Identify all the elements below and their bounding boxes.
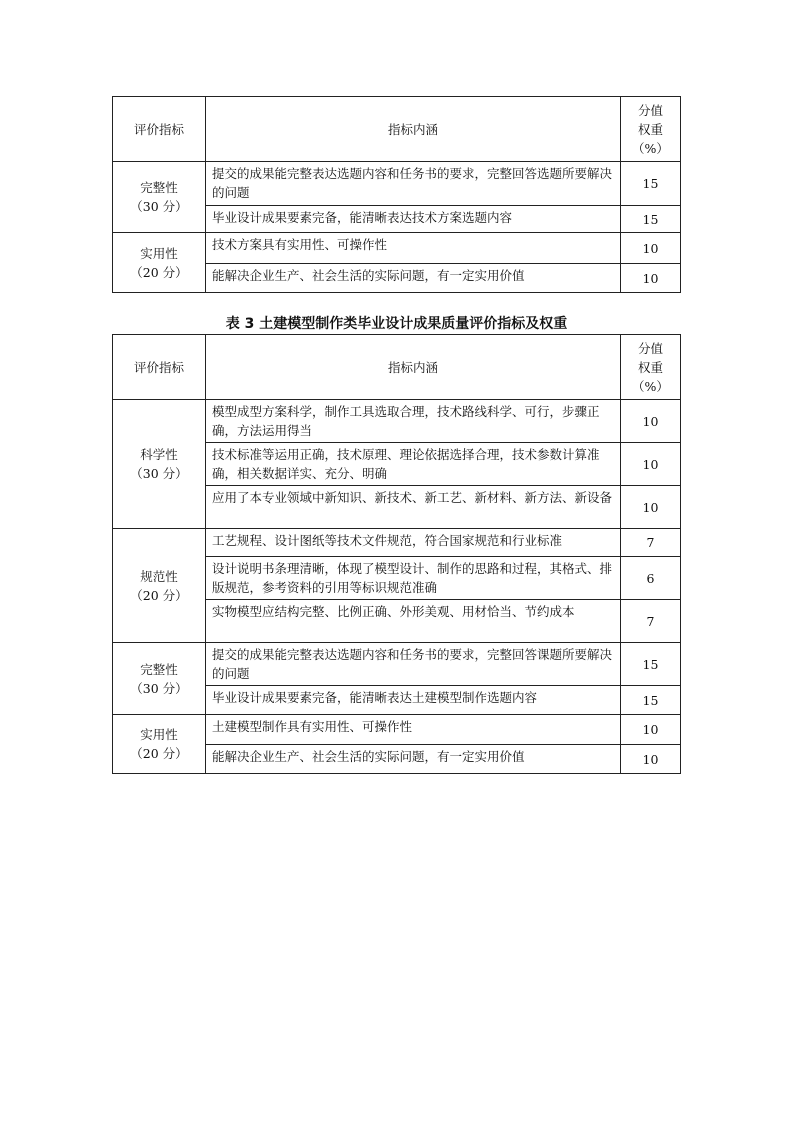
header-weight-line2: 权重 xyxy=(637,121,663,137)
criterion-cell xyxy=(113,162,206,233)
content-cell: 毕业设计成果要素完备，能清晰表达土建模型制作选题内容 xyxy=(206,686,621,715)
weight-cell: 10 xyxy=(621,486,681,529)
content-cell: 技术方案具有实用性、可操作性 xyxy=(206,233,621,264)
weight-cell: 7 xyxy=(621,529,681,557)
criterion-cell xyxy=(113,400,206,529)
table-row xyxy=(113,400,681,443)
header-content: 指标内涵 xyxy=(206,97,621,162)
criterion-score: （30 分） xyxy=(130,199,188,214)
table-row xyxy=(113,643,681,686)
content-cell: 模型成型方案科学，制作工具选取合理，技术路线科学、可行，步骤正确，方法运用得当 xyxy=(206,400,621,443)
criterion-name: 完整性 xyxy=(140,180,178,195)
weight-cell: 10 xyxy=(621,400,681,443)
content-cell: 能解决企业生产、社会生活的实际问题，有一定实用价值 xyxy=(206,264,621,293)
criterion-cell xyxy=(113,233,206,293)
weight-cell: 15 xyxy=(621,162,681,206)
header-criterion: 评价指标 xyxy=(113,97,206,162)
content-cell: 能解决企业生产、社会生活的实际问题，有一定实用价值 xyxy=(206,745,621,774)
criterion-name: 完整性 xyxy=(140,661,178,677)
weight-cell: 10 xyxy=(621,264,681,293)
weight-cell: 7 xyxy=(621,600,681,643)
weight-cell: 15 xyxy=(621,686,681,715)
header-weight-line2: 权重 xyxy=(637,359,663,375)
content-cell: 土建模型制作具有实用性、可操作性 xyxy=(206,715,621,745)
criterion-score: （30 分） xyxy=(130,680,188,696)
table-row xyxy=(113,529,681,557)
header-weight xyxy=(621,335,681,400)
criterion-cell xyxy=(113,715,206,774)
table-header-row xyxy=(113,97,681,162)
evaluation-table-2 xyxy=(112,334,681,774)
criterion-score: （30 分） xyxy=(130,466,188,481)
table-row xyxy=(113,233,681,264)
criterion-name: 科学性 xyxy=(140,447,178,462)
header-weight xyxy=(621,97,681,162)
content-cell: 毕业设计成果要素完备，能清晰表达技术方案选题内容 xyxy=(206,206,621,233)
weight-cell: 6 xyxy=(621,557,681,600)
table-row xyxy=(113,715,681,745)
criterion-score: （20 分） xyxy=(130,746,188,761)
criterion-name: 实用性 xyxy=(140,245,178,261)
evaluation-table-1 xyxy=(112,96,681,293)
criterion-cell xyxy=(113,643,206,715)
table-row xyxy=(113,162,681,206)
content-cell: 应用了本专业领域中新知识、新技术、新工艺、新材料、新方法、新设备 xyxy=(206,486,621,529)
content-cell: 技术标准等运用正确，技术原理、理论依据选择合理，技术参数计算准确，相关数据详实、充分、明确 xyxy=(206,443,621,486)
weight-cell: 10 xyxy=(621,443,681,486)
content-cell: 提交的成果能完整表达选题内容和任务书的要求，完整回答课题所要解决的问题 xyxy=(206,643,621,686)
table-caption: 表 3 土建模型制作类毕业设计成果质量评价指标及权重 xyxy=(225,316,568,332)
weight-cell: 10 xyxy=(621,233,681,264)
content-cell: 工艺规程、设计图纸等技术文件规范，符合国家规范和行业标准 xyxy=(206,529,621,557)
content-cell: 提交的成果能完整表达选题内容和任务书的要求，完整回答选题所要解决的问题 xyxy=(206,162,621,206)
weight-cell: 15 xyxy=(621,643,681,686)
criterion-name: 实用性 xyxy=(140,727,178,742)
table-header-row xyxy=(113,335,681,400)
criterion-cell xyxy=(113,529,206,643)
header-weight-line1: 分值 xyxy=(637,340,663,356)
header-weight-line3: （%） xyxy=(632,378,669,394)
header-weight-line1: 分值 xyxy=(637,102,663,118)
weight-cell: 10 xyxy=(621,715,681,745)
criterion-score: （20 分） xyxy=(130,264,188,280)
content-cell: 实物模型应结构完整、比例正确、外形美观、用材恰当、节约成本 xyxy=(206,600,621,643)
header-content: 指标内涵 xyxy=(206,335,621,400)
criterion-score: （20 分） xyxy=(130,587,188,603)
criterion-name: 规范性 xyxy=(140,568,178,584)
weight-cell: 15 xyxy=(621,206,681,233)
weight-cell: 10 xyxy=(621,745,681,774)
header-weight-line3: （%） xyxy=(632,140,669,156)
content-cell: 设计说明书条理清晰，体现了模型设计、制作的思路和过程，其格式、排版规范，参考资料的引用等标识规范准确 xyxy=(206,557,621,600)
header-criterion: 评价指标 xyxy=(113,335,206,400)
